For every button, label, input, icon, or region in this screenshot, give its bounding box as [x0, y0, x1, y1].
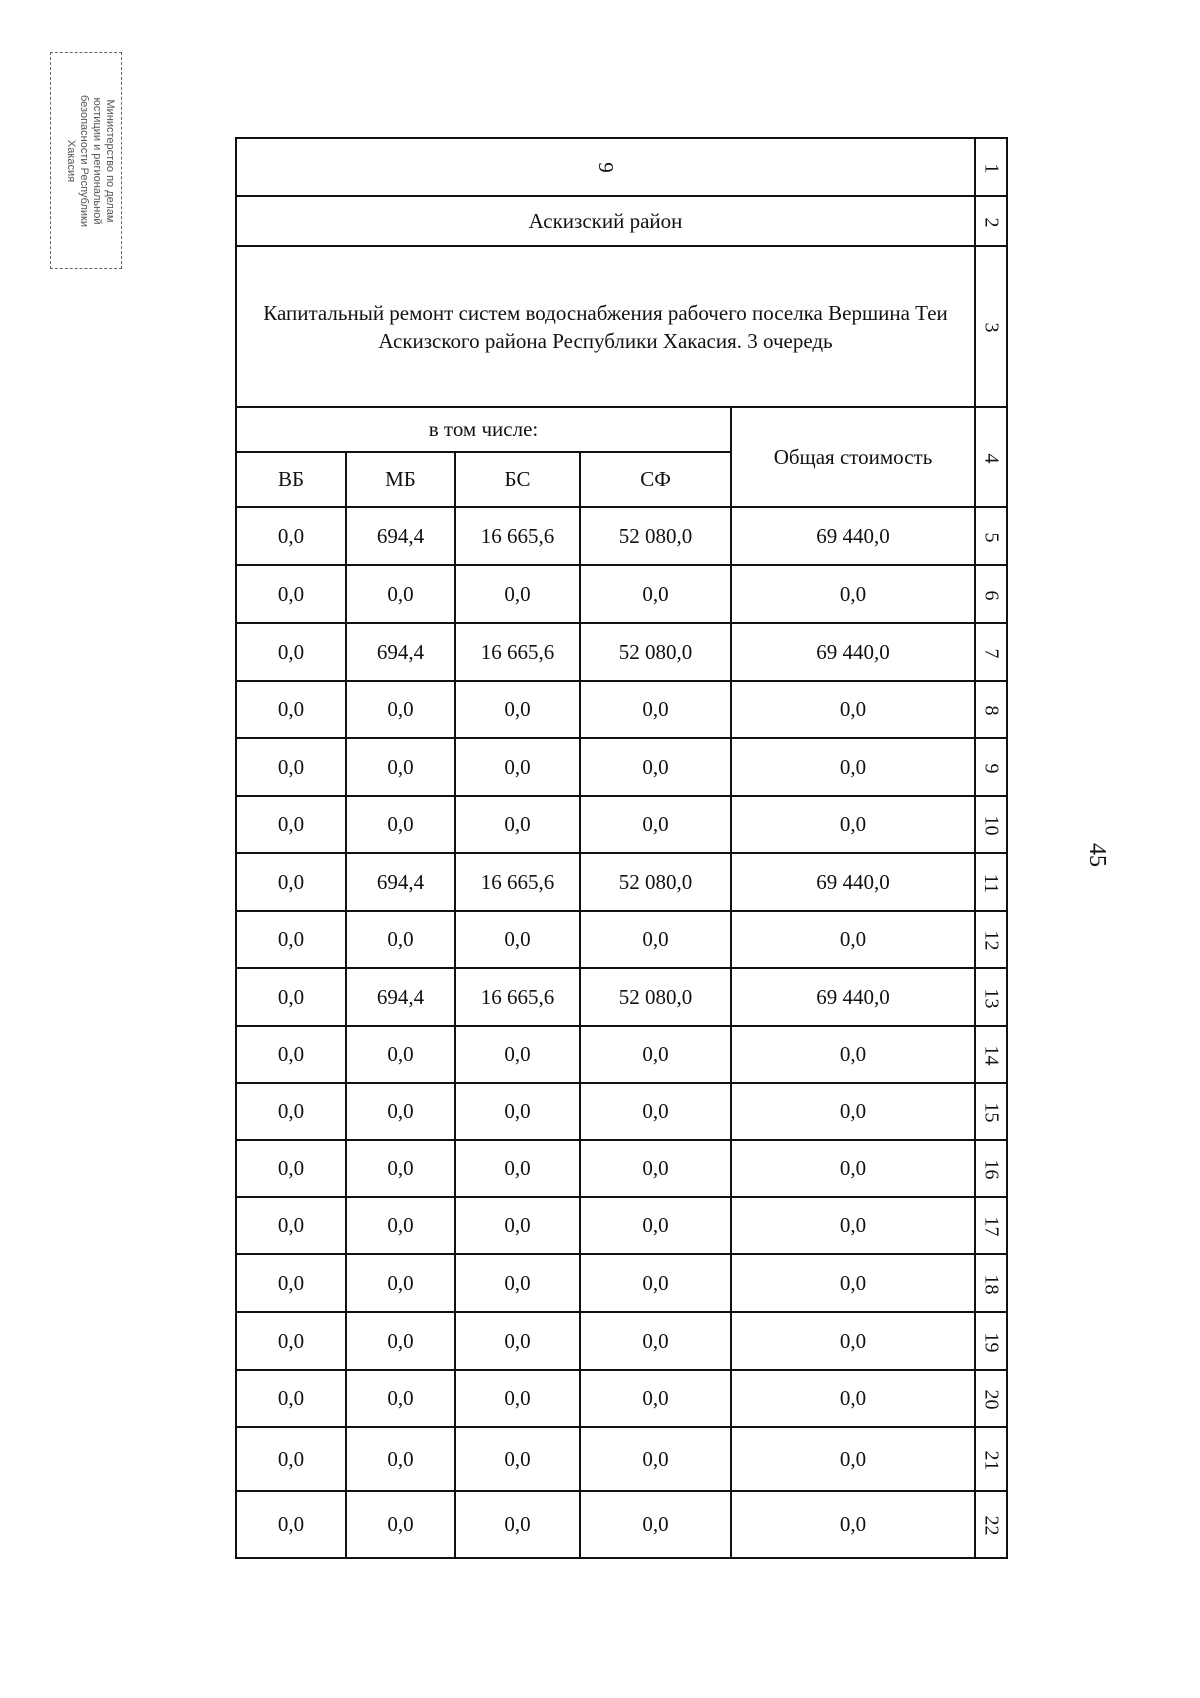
table-cell: 69 440,0	[731, 853, 975, 911]
row-index	[975, 1140, 1007, 1197]
row-index-label: 3	[980, 322, 1003, 333]
table-row	[236, 246, 1007, 407]
table-cell: 0,0	[346, 796, 455, 853]
table-row	[236, 1083, 1007, 1140]
table-cell: 0,0	[236, 1254, 346, 1312]
table-row	[236, 1491, 1007, 1558]
table-cell: 0,0	[731, 1491, 975, 1558]
table-cell: 0,0	[580, 1491, 731, 1558]
table-cell: 0,0	[580, 565, 731, 623]
table-cell: 0,0	[580, 1197, 731, 1254]
table-cell: 0,0	[580, 681, 731, 738]
row-index-label: 15	[980, 1102, 1003, 1123]
table-row	[236, 1197, 1007, 1254]
table-cell: 69 440,0	[731, 507, 975, 565]
table-cell: 0,0	[731, 1370, 975, 1427]
table-cell: 0,0	[455, 1370, 580, 1427]
row-index-label: 12	[980, 930, 1003, 951]
row-index	[975, 738, 1007, 796]
row-index	[975, 1491, 1007, 1558]
table-cell: 0,0	[236, 1312, 346, 1370]
row-index	[975, 1083, 1007, 1140]
table-cell: 0,0	[236, 796, 346, 853]
row-index-label: 2	[980, 217, 1003, 227]
table-cell: 16 665,6	[455, 968, 580, 1026]
table-row	[236, 1370, 1007, 1427]
table-row	[236, 853, 1007, 911]
row-index-label: 1	[980, 163, 1003, 173]
table-cell: 694,4	[346, 623, 455, 681]
row-index-label: 4	[980, 453, 1003, 463]
table-cell: 0,0	[236, 1140, 346, 1197]
table-cell: 0,0	[455, 1140, 580, 1197]
table-cell: 0,0	[731, 911, 975, 968]
table-row	[236, 738, 1007, 796]
table-cell: 0,0	[731, 1026, 975, 1083]
page-number: 45	[1084, 843, 1110, 867]
table-row	[236, 196, 1007, 246]
row-index	[975, 796, 1007, 853]
table-cell: 0,0	[236, 1370, 346, 1427]
row-index-label: 8	[980, 705, 1003, 716]
table-cell: 694,4	[346, 968, 455, 1026]
row-index	[975, 681, 1007, 738]
table-cell: 0,0	[580, 738, 731, 796]
number-cell-text: 9	[594, 161, 618, 173]
table-cell: 0,0	[346, 1312, 455, 1370]
row-index-label: 9	[980, 763, 1003, 773]
table-row	[236, 1254, 1007, 1312]
table-cell: 0,0	[580, 911, 731, 968]
table-cell: 0,0	[236, 1427, 346, 1491]
table-cell: 0,0	[731, 1140, 975, 1197]
table-cell: 0,0	[236, 853, 346, 911]
object-name-cell: Капитальный ремонт систем водоснабжения рабочего поселка Вершина Теи Аскизского района Республики Хакасия. 3 очередь	[236, 246, 975, 407]
table-cell: 0,0	[236, 507, 346, 565]
total-header: Общая стоимость	[731, 407, 975, 507]
table-cell: 0,0	[580, 1312, 731, 1370]
table-cell: 0,0	[455, 796, 580, 853]
row-index	[975, 1197, 1007, 1254]
row-index-label: 7	[980, 648, 1003, 658]
table-cell: 694,4	[346, 507, 455, 565]
table-cell: 0,0	[731, 796, 975, 853]
table-cell: 0,0	[731, 565, 975, 623]
table-cell: 0,0	[346, 1427, 455, 1491]
table-body	[236, 507, 1007, 1558]
table-cell: 0,0	[236, 1026, 346, 1083]
stamp-line: Министерство по делам	[104, 98, 116, 222]
row-index	[975, 1370, 1007, 1427]
row-index-label: 21	[980, 1450, 1003, 1470]
table-cell: 0,0	[455, 1197, 580, 1254]
table-cell: 0,0	[580, 796, 731, 853]
table-cell: 0,0	[236, 1197, 346, 1254]
table-cell: 0,0	[731, 1312, 975, 1370]
row-index-label: 5	[980, 532, 1003, 542]
stamp-line: юстиции и региональной	[91, 97, 103, 224]
table-cell: 0,0	[455, 1491, 580, 1558]
row-index	[975, 1427, 1007, 1491]
row-index	[975, 911, 1007, 968]
table-row	[236, 968, 1007, 1026]
table-cell: 0,0	[236, 681, 346, 738]
table-row	[236, 507, 1007, 565]
table-cell: 0,0	[580, 1140, 731, 1197]
row-index	[975, 1254, 1007, 1312]
table-cell: 0,0	[455, 1312, 580, 1370]
row-index-label: 14	[980, 1045, 1003, 1066]
column-header-mb: МБ	[346, 452, 455, 507]
table-cell: 0,0	[346, 1491, 455, 1558]
table-cell: 0,0	[346, 1197, 455, 1254]
table-cell: 0,0	[731, 681, 975, 738]
row-index-label: 13	[980, 988, 1003, 1008]
row-index-label: 18	[980, 1274, 1003, 1294]
table-row	[236, 623, 1007, 681]
column-header-vb: ВБ	[236, 452, 346, 507]
table-row	[236, 681, 1007, 738]
table-row	[236, 138, 1007, 196]
table-cell: 0,0	[236, 1491, 346, 1558]
table-cell: 0,0	[455, 1254, 580, 1312]
registration-stamp	[50, 52, 122, 269]
table-cell: 0,0	[455, 1083, 580, 1140]
budget-table	[235, 137, 1008, 1559]
table-cell: 0,0	[731, 738, 975, 796]
row-index	[975, 507, 1007, 565]
table-cell: 0,0	[580, 1254, 731, 1312]
table-cell: 52 080,0	[580, 853, 731, 911]
row-index	[975, 565, 1007, 623]
table-cell: 0,0	[236, 911, 346, 968]
table-cell: 0,0	[346, 681, 455, 738]
row-index	[975, 196, 1007, 246]
table-row	[236, 1312, 1007, 1370]
district-cell: Аскизский район	[236, 196, 975, 246]
table-cell: 0,0	[580, 1427, 731, 1491]
number-cell	[236, 138, 975, 196]
table-cell: 0,0	[346, 1026, 455, 1083]
table-cell: 0,0	[346, 1254, 455, 1312]
row-index-label: 20	[980, 1389, 1003, 1410]
table-cell: 0,0	[455, 1026, 580, 1083]
table-cell: 0,0	[731, 1197, 975, 1254]
table-row	[236, 1140, 1007, 1197]
table-cell: 0,0	[236, 738, 346, 796]
table-cell: 52 080,0	[580, 968, 731, 1026]
table-cell: 0,0	[346, 1370, 455, 1427]
table-cell: 0,0	[580, 1026, 731, 1083]
table-row	[236, 911, 1007, 968]
stamp-text	[56, 61, 116, 261]
row-index-label: 10	[980, 815, 1003, 836]
table-row	[236, 1026, 1007, 1083]
table-cell: 16 665,6	[455, 507, 580, 565]
table-cell: 0,0	[236, 968, 346, 1026]
table-cell: 0,0	[455, 911, 580, 968]
table-cell: 0,0	[346, 565, 455, 623]
row-index-label: 6	[980, 590, 1003, 600]
row-index	[975, 407, 1007, 507]
row-index-label: 17	[980, 1216, 1003, 1237]
table-cell: 0,0	[731, 1427, 975, 1491]
table-cell: 0,0	[731, 1254, 975, 1312]
row-index	[975, 1026, 1007, 1083]
table-cell: 16 665,6	[455, 853, 580, 911]
row-index-label: 11	[980, 873, 1003, 893]
table-row	[236, 1427, 1007, 1491]
row-index	[975, 968, 1007, 1026]
table-cell: 0,0	[236, 1083, 346, 1140]
table-cell: 0,0	[455, 738, 580, 796]
table-cell: 0,0	[236, 623, 346, 681]
table-row	[236, 796, 1007, 853]
table-cell: 0,0	[346, 1083, 455, 1140]
table-cell: 0,0	[580, 1370, 731, 1427]
table-cell: 0,0	[346, 738, 455, 796]
table-cell: 0,0	[455, 681, 580, 738]
row-index	[975, 246, 1007, 407]
column-header-bs: БС	[455, 452, 580, 507]
table-cell: 0,0	[346, 1140, 455, 1197]
table-cell: 52 080,0	[580, 507, 731, 565]
table-cell: 0,0	[236, 565, 346, 623]
table-row	[236, 565, 1007, 623]
row-index-label: 19	[980, 1332, 1003, 1352]
table-header-row	[236, 407, 1007, 452]
table-cell: 694,4	[346, 853, 455, 911]
table-cell: 52 080,0	[580, 623, 731, 681]
table-cell: 16 665,6	[455, 623, 580, 681]
row-index-label: 22	[980, 1515, 1003, 1536]
table-cell: 0,0	[580, 1083, 731, 1140]
row-index	[975, 138, 1007, 196]
table-cell: 0,0	[455, 1427, 580, 1491]
column-header-sf: СФ	[580, 452, 731, 507]
table-cell: 0,0	[455, 565, 580, 623]
group-header: в том числе:	[236, 407, 731, 452]
table-cell: 0,0	[731, 1083, 975, 1140]
table-cell: 69 440,0	[731, 623, 975, 681]
row-index	[975, 1312, 1007, 1370]
row-index	[975, 623, 1007, 681]
row-index-label: 16	[980, 1159, 1003, 1180]
stamp-line: Хакасия	[65, 139, 77, 182]
table-cell: 0,0	[346, 911, 455, 968]
table-cell: 69 440,0	[731, 968, 975, 1026]
row-index	[975, 853, 1007, 911]
stamp-line: безопасности Республики	[78, 94, 90, 227]
